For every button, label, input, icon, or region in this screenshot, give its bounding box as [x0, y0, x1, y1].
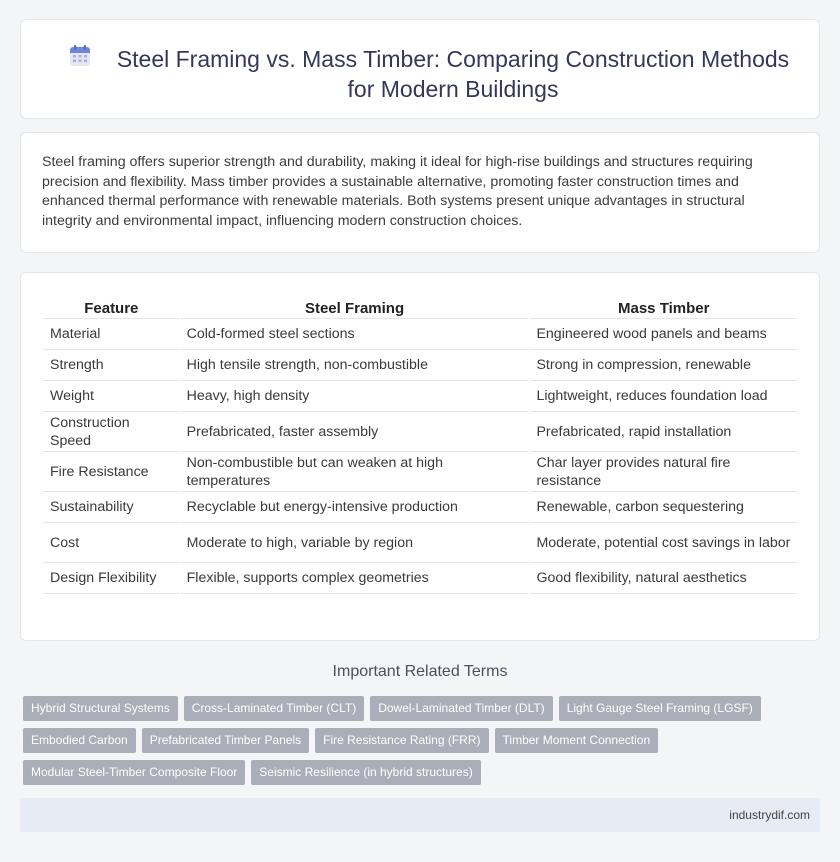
table-row: [44, 452, 797, 492]
page-title: Steel Framing vs. Mass Timber: Comparing Construction Methods for Modern Buildings: [116, 46, 790, 102]
feature-cell: Strength: [44, 350, 179, 381]
timber-cell: Engineered wood panels and beams: [530, 319, 797, 350]
feature-cell: Fire Resistance: [44, 452, 179, 492]
related-terms-title: Important Related Terms: [332, 663, 508, 680]
table-row: [44, 350, 797, 381]
timber-cell: Moderate, potential cost savings in labor: [530, 523, 797, 563]
timber-cell: Lightweight, reduces foundation load: [530, 381, 797, 412]
steel-cell: Recyclable but energy-intensive production: [181, 492, 529, 523]
timber-cell: Strong in compression, renewable: [530, 350, 797, 381]
summary-text: Steel framing offers superior strength and durability, making it ideal for high-rise buildings and structures requiring precision and flexibility. Mass timber provides a sustainable alternative, promoting faster construction times and enhanced thermal performance with renewable materials. Both systems present unique advantages in structural integrity and environmental impact, influencing modern construction choices.: [42, 154, 753, 229]
header-steel-framing: Steel Framing: [181, 295, 529, 319]
footer-site-link[interactable]: industrydif.com: [729, 808, 810, 822]
comparison-card: [20, 272, 820, 641]
feature-cell: Design Flexibility: [44, 563, 179, 594]
tag-seismic-resilience[interactable]: Seismic Resilience (in hybrid structures): [251, 760, 480, 785]
tag-modular-composite-floor[interactable]: Modular Steel-Timber Composite Floor: [23, 760, 245, 785]
title-card: [20, 19, 820, 119]
comparison-table: [42, 295, 799, 594]
table-header-row: [44, 295, 797, 319]
tag-timber-moment-connection[interactable]: Timber Moment Connection: [495, 728, 659, 753]
header-mass-timber: Mass Timber: [530, 295, 797, 319]
steel-cell: Cold-formed steel sections: [181, 319, 529, 350]
feature-cell: Cost: [44, 523, 179, 563]
tag-dlt[interactable]: Dowel-Laminated Timber (DLT): [370, 696, 553, 721]
footer: [20, 798, 820, 832]
timber-cell: Prefabricated, rapid installation: [530, 412, 797, 452]
steel-cell: Moderate to high, variable by region: [181, 523, 529, 563]
summary-card: [20, 132, 820, 253]
steel-cell: Non-combustible but can weaken at high temperatures: [181, 452, 529, 492]
timber-cell: Renewable, carbon sequestering: [530, 492, 797, 523]
table-row: [44, 319, 797, 350]
timber-cell: Good flexibility, natural aesthetics: [530, 563, 797, 594]
feature-cell: Construction Speed: [44, 412, 179, 452]
table-row: [44, 523, 797, 563]
steel-cell: High tensile strength, non-combustible: [181, 350, 529, 381]
tag-hybrid-structural-systems[interactable]: Hybrid Structural Systems: [23, 696, 178, 721]
steel-cell: Prefabricated, faster assembly: [181, 412, 529, 452]
tag-lgsf[interactable]: Light Gauge Steel Framing (LGSF): [559, 696, 761, 721]
tag-clt[interactable]: Cross-Laminated Timber (CLT): [184, 696, 364, 721]
feature-cell: Material: [44, 319, 179, 350]
tag-frr[interactable]: Fire Resistance Rating (FRR): [315, 728, 488, 753]
tag-prefabricated-timber-panels[interactable]: Prefabricated Timber Panels: [142, 728, 309, 753]
steel-cell: Heavy, high density: [181, 381, 529, 412]
timber-cell: Char layer provides natural fire resistance: [530, 452, 797, 492]
calendar-icon: [67, 43, 93, 69]
steel-cell: Flexible, supports complex geometries: [181, 563, 529, 594]
feature-cell: Weight: [44, 381, 179, 412]
table-row: [44, 412, 797, 452]
table-row: [44, 381, 797, 412]
table-row: [44, 492, 797, 523]
header-feature: Feature: [44, 295, 179, 319]
table-row: [44, 563, 797, 594]
feature-cell: Sustainability: [44, 492, 179, 523]
related-terms-list: [23, 696, 803, 785]
tag-embodied-carbon[interactable]: Embodied Carbon: [23, 728, 136, 753]
